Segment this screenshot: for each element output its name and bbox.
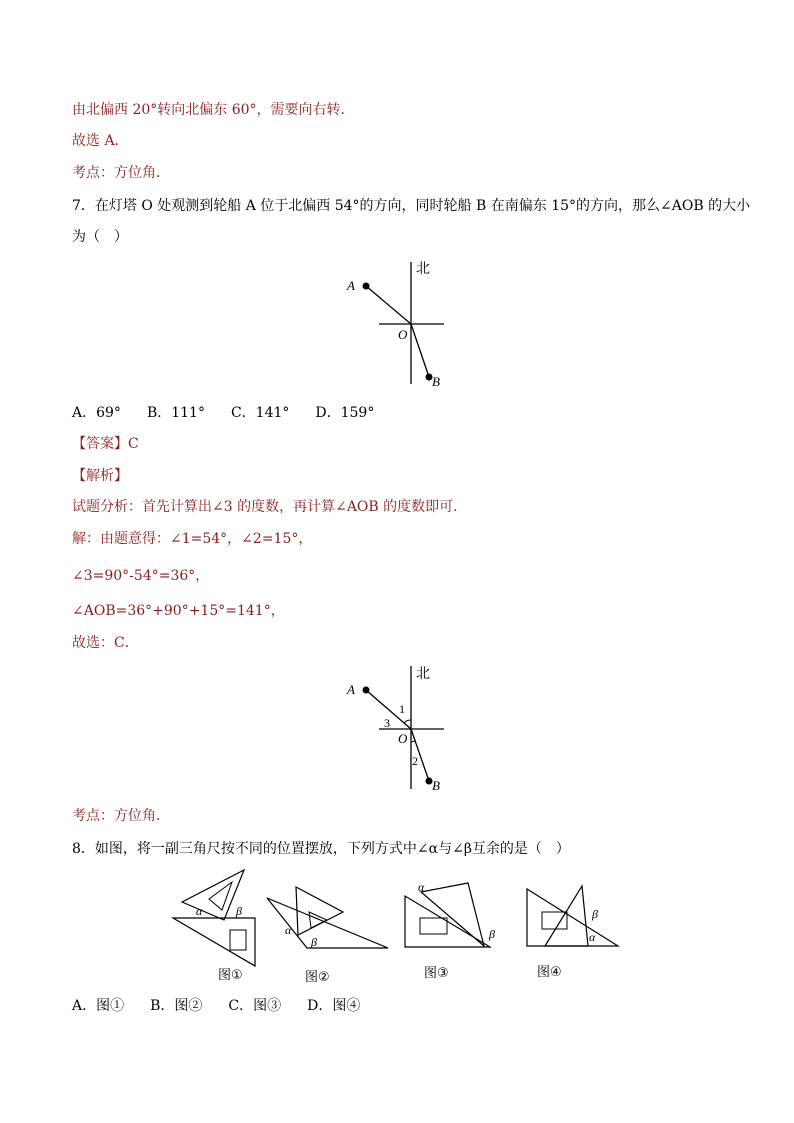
q7-option-c[interactable]: C．141° (230, 405, 290, 421)
set-square-upper (182, 870, 244, 920)
north-label: 北 (416, 667, 430, 682)
label-a: A (347, 278, 355, 293)
angle-label-3: 3 (384, 716, 390, 730)
point-a (363, 283, 370, 290)
q8-options (72, 996, 386, 1016)
analysis-label: 【解析】 (72, 468, 128, 484)
q8-option-a[interactable]: A．图① (72, 998, 125, 1014)
compass-diagram-solution (335, 660, 465, 795)
label-o: O (398, 731, 408, 746)
beta-label: β (236, 904, 242, 918)
figure-caption-4: 图④ (537, 965, 562, 980)
inner-rect (420, 918, 447, 934)
triangle-figure-3 (400, 875, 500, 955)
question-7-line2: 为（ ） (72, 229, 128, 245)
triangle-figure-2 (262, 880, 392, 950)
label-b: B (432, 374, 440, 389)
q8-option-b[interactable]: B．图② (150, 998, 203, 1014)
set-square-tilted (421, 883, 484, 946)
triangle-figure-1 (165, 865, 265, 970)
q7-option-a[interactable]: A．69° (72, 405, 121, 421)
set-square-inner (309, 912, 327, 928)
q7-option-b[interactable]: B．111° (146, 405, 205, 421)
label-b: B (432, 778, 440, 793)
solution-line-4: 故选：C． (72, 635, 139, 651)
analysis-text: 试题分析：首先计算出∠3 的度数，再计算∠AOB 的度数即可． (72, 499, 468, 515)
figure-caption-1: 图① (218, 968, 243, 983)
angle-label-1: 1 (399, 702, 405, 716)
topic-line: 考点：方位角． (72, 808, 170, 824)
inner-rect (542, 912, 567, 929)
solution-line-1: 解：由题意得：∠1=54°，∠2=15°， (72, 531, 313, 547)
beta-label: β (489, 927, 495, 941)
set-square-upper (296, 887, 343, 935)
figure-caption-3: 图③ (424, 966, 449, 981)
q8-option-d[interactable]: D．图④ (307, 998, 361, 1014)
angle-arc-1 (404, 720, 411, 723)
question-8: 8．如图，将一副三角尺按不同的位置摆放，下列方式中∠α与∠β互余的是（ ） (72, 841, 570, 857)
q7-option-d[interactable]: D．159° (315, 405, 375, 421)
label-o: O (398, 327, 408, 342)
point-a (363, 687, 370, 694)
set-square-lower (173, 918, 255, 966)
alpha-label: α (285, 923, 292, 937)
angle-label-2: 2 (412, 754, 418, 768)
q8-option-c[interactable]: C．图③ (228, 998, 282, 1014)
beta-label: β (592, 907, 598, 921)
figure-caption-2: 图② (305, 970, 330, 985)
alpha-label: α (418, 880, 425, 894)
alpha-label: α (196, 904, 203, 918)
alpha-label: α (589, 930, 596, 944)
text-line-direction-change: 由北偏西 20°转向北偏东 60°，需要向右转． (72, 102, 355, 118)
beta-label: β (311, 935, 317, 949)
ray-ob (411, 324, 429, 377)
text-line-topic: 考点：方位角． (72, 165, 170, 181)
north-label: 北 (416, 262, 430, 277)
solution-line-2: ∠3=90°-54°=36°， (72, 568, 210, 584)
compass-diagram-q7 (335, 255, 465, 390)
text-line-answer-a: 故选 A． (72, 133, 129, 149)
ray-oa (366, 286, 411, 324)
question-7-line1: 7．在灯塔 O 处观测到轮船 A 位于北偏西 54°的方向，同时轮船 B 在南偏东 15°的方向，那么∠AOB 的大小 (72, 198, 751, 214)
q7-options (72, 403, 400, 423)
answer-label: 【答案】C (72, 436, 139, 452)
triangle-figure-4 (520, 878, 630, 950)
set-square-lower-inner (230, 930, 246, 950)
set-square-left (527, 889, 618, 946)
solution-line-3: ∠AOB=36°+90°+15°=141°， (72, 603, 285, 619)
label-a: A (347, 682, 355, 697)
